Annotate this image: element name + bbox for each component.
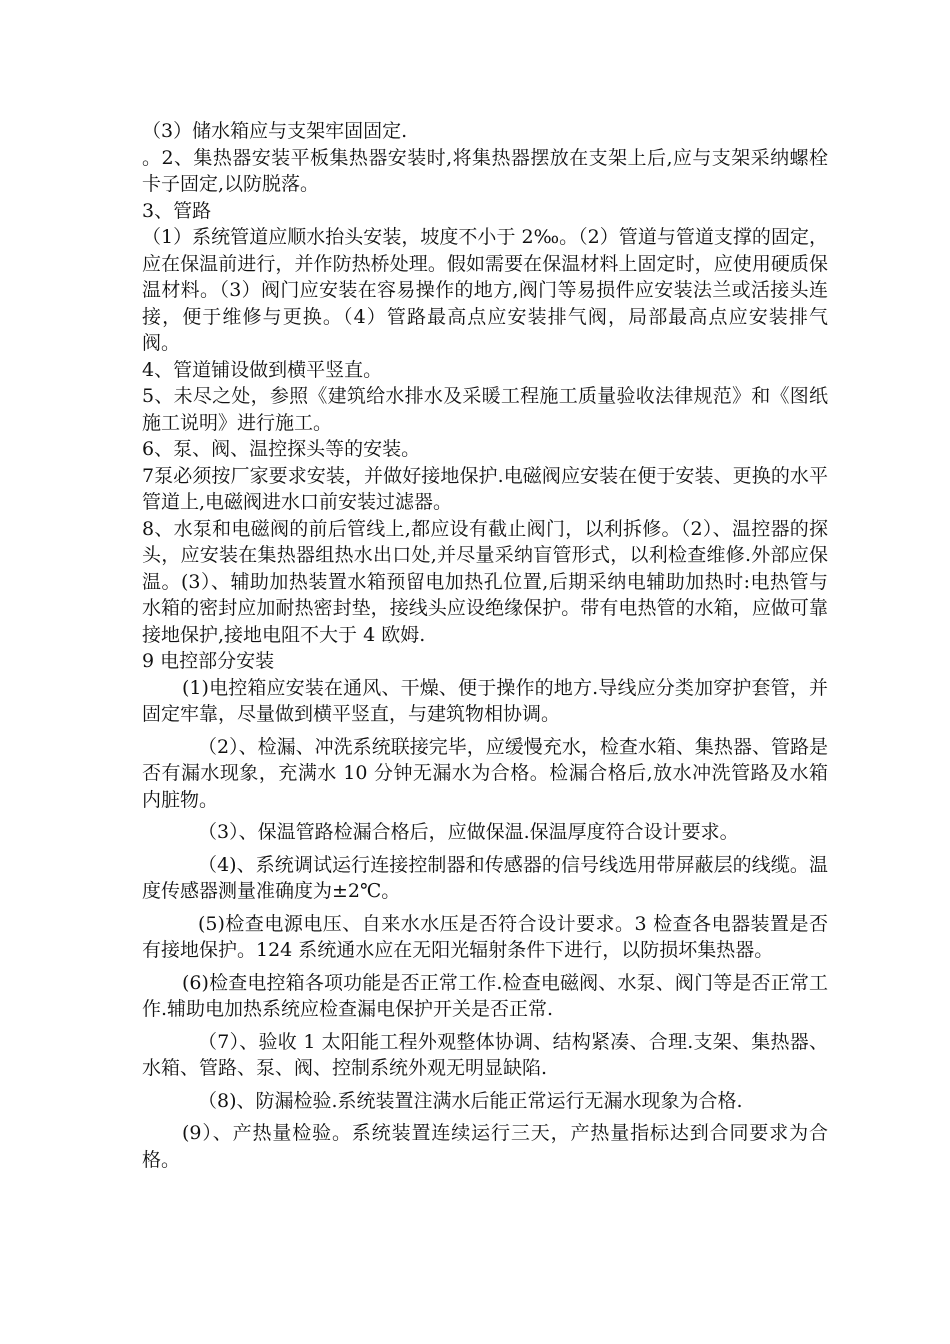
paragraph: （7）、验收 1 太阳能工程外观整体协调、结构紧凑、合理.支架、集热器、水箱、管路、泵、阀、控制系统外观无明显缺陷. xyxy=(142,1030,828,1079)
paragraph: （4)、系统调试运行连接控制器和传感器的信号线选用带屏蔽层的线缆。温度传感器测量准确度为±2℃。 xyxy=(142,853,828,902)
paragraph: （3）储水箱应与支架牢固固定. xyxy=(142,120,408,142)
paragraph: （8)、防漏检验.系统装置注满水后能正常运行无漏水现象为合格. xyxy=(198,1089,743,1112)
paragraph: （3）、保温管路检漏合格后，应做保温.保温厚度符合设计要求。 xyxy=(198,821,739,843)
paragraph: (5)检查电源电压、自来水水压是否符合设计要求。3 检查各电器装置是否有接地保护。124 系统通水应在无阳光辐射条件下进行，以防损坏集热器。 xyxy=(142,912,828,961)
paragraph: (1)电控箱应安装在通风、干燥、便于操作的地方.导线应分类加穿护套管，并固定牢靠，尽量做到横平竖直，与建筑物相协调。 xyxy=(142,676,828,725)
paragraph: 。2、集热器安装平板集热器安装时,将集热器摆放在支架上后,应与支架采纳螺栓卡子固定,以防脱落。 xyxy=(142,146,828,195)
paragraph: 7泵必须按厂家要求安装，并做好接地保护.电磁阀应安装在便于安装、更换的水平管道上,电磁阀进水口前安装过滤器。 xyxy=(142,464,828,513)
paragraph: 6、泵、阀、温控探头等的安装。 xyxy=(142,438,421,460)
paragraph: 8、水泵和电磁阀的前后管线上,都应设有截止阀门，以利拆修。（2）、温控器的探头，应安装在集热器组热水出口处,并尽量采纳盲管形式，以利检查维修.外部应保温。(3）、辅助加热装置水箱预留电加热孔位置,后期采纳电辅助加热时:电热管与水箱的密封应加耐热密封垫，接线头应设绝缘保护。带有电热管的水箱，应做可靠接地保护,接地电阻不大于 4 欧姆. xyxy=(142,517,828,646)
paragraph: 4、管道铺设做到横平竖直。 xyxy=(142,358,383,381)
paragraph: （2）、检漏、冲洗系统联接完毕，应缓慢充水，检查水箱、集热器、管路是否有漏水现象，充满水 10 分钟无漏水为合格。检漏合格后,放水冲洗管路及水箱内脏物。 xyxy=(142,735,828,811)
paragraph: 5、未尽之处，参照《建筑给水排水及采暖工程施工质量验收法律规范》和《图纸施工说明》进行施工。 xyxy=(142,385,828,434)
section-heading: 9 电控部分安装 xyxy=(142,650,275,672)
paragraph: （1）系统管道应顺水抬头安装，坡度不小于 2‰。（2）管道与管道支撑的固定，应在保温前进行，并作防热桥处理。假如需要在保温材料上固定时，应使用硬质保温材料。（3）阀门应安装在容易操作的地方,阀门等易损件应安装法兰或活接头连接，便于维修与更换。（4）管路最高点应安装排气阀，局部最高点应安装排气阀。 xyxy=(142,226,828,354)
paragraph: (9）、产热量检验。系统装置连续运行三天，产热量指标达到合同要求为合格。 xyxy=(142,1122,828,1171)
section-heading: 3、管路 xyxy=(142,199,212,222)
paragraph: (6)检查电控箱各项功能是否正常工作.检查电磁阀、水泵、阀门等是否正常工作.辅助电加热系统应检查漏电保护开关是否正常. xyxy=(142,971,828,1020)
